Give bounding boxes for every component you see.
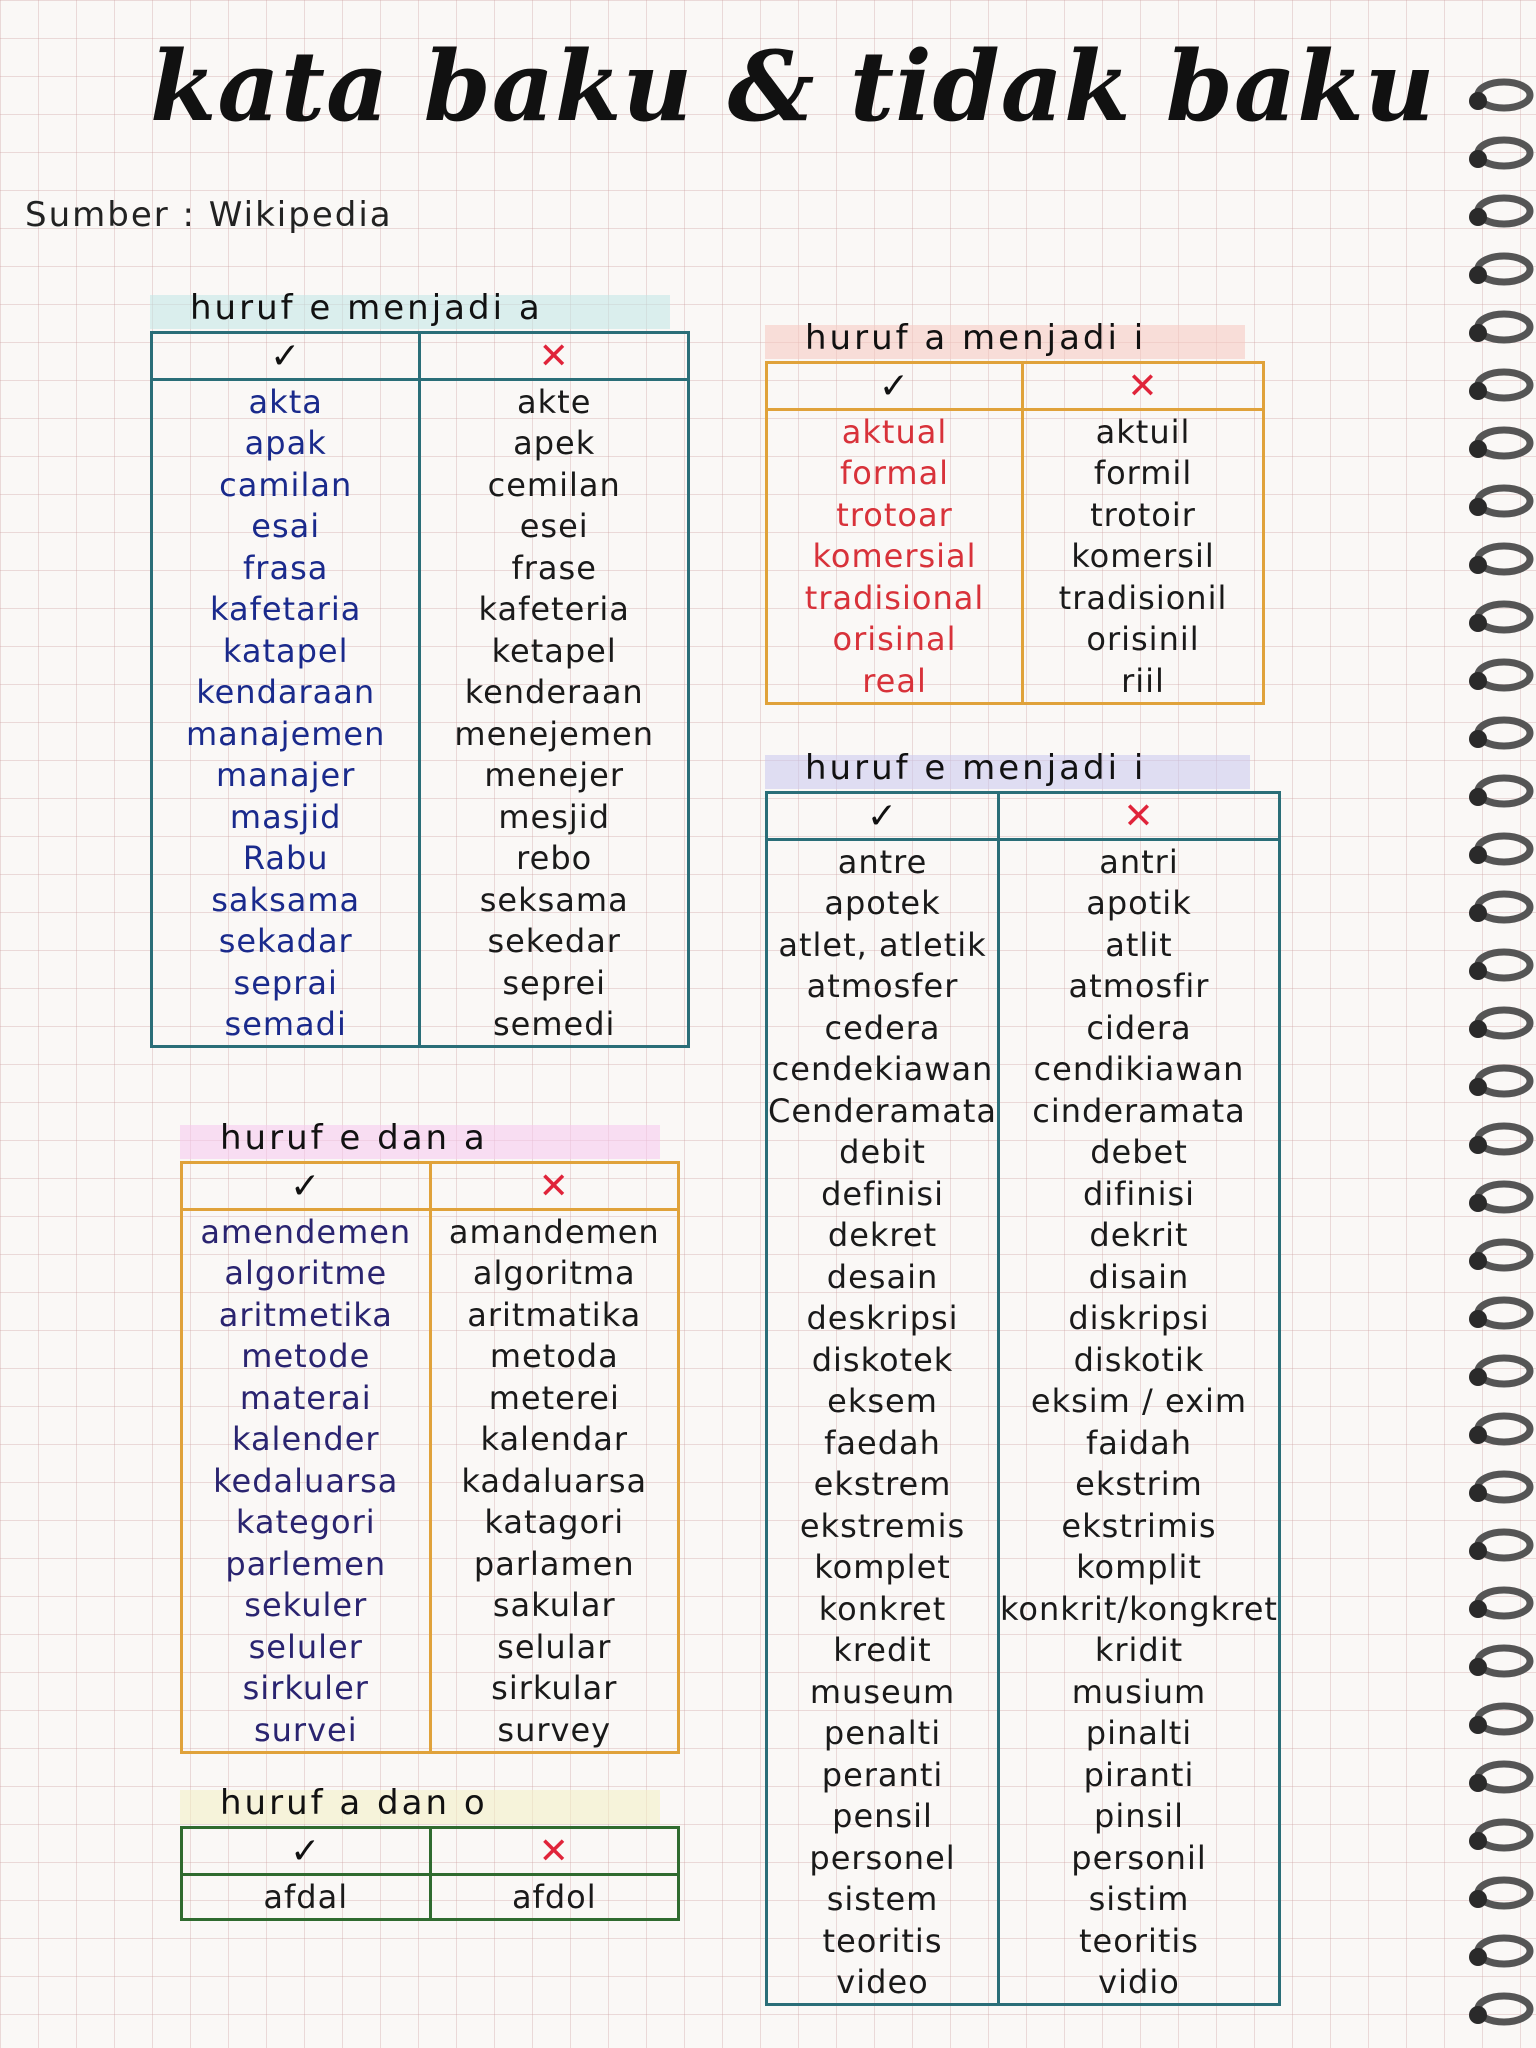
table-row [152, 1004, 689, 1047]
section-heading-text: huruf e menjadi a [190, 288, 543, 328]
binding-hole [1469, 1252, 1487, 1270]
nonstandard-word: esei [519, 507, 589, 546]
binding-hole [1469, 382, 1487, 400]
table-row [152, 547, 689, 589]
nonstandard-word: kadaluarsa [461, 1461, 648, 1500]
binding-hole [1469, 92, 1487, 110]
binding-hole [1469, 614, 1487, 632]
table-row [767, 1630, 1280, 1672]
section-heading [150, 285, 690, 331]
nonstandard-word: formil [1093, 454, 1193, 493]
table-row [152, 380, 689, 423]
standard-word: penalti [767, 1713, 999, 1755]
standard-word: metode [182, 1336, 431, 1378]
standard-word: semadi [152, 1004, 420, 1047]
nonstandard-word: meterei [488, 1378, 620, 1417]
nonstandard-word: difinisi [1082, 1174, 1196, 1213]
nonstandard-word: personil [1071, 1838, 1207, 1877]
nonstandard-word: aritmatika [467, 1295, 642, 1334]
nonstandard-word: dekrit [1089, 1216, 1189, 1255]
nonstandard-word: semedi [492, 1005, 616, 1044]
standard-word: akta [152, 380, 420, 423]
table-row [152, 796, 689, 838]
section-heading [765, 745, 1270, 791]
nonstandard-word: cidera [1086, 1008, 1192, 1047]
nonstandard-word: konkrit/kongkret [1000, 1589, 1278, 1628]
table-row [767, 1256, 1280, 1298]
binding-hole [1469, 1658, 1487, 1676]
standard-word: kedaluarsa [182, 1460, 431, 1502]
standard-word: diskotek [767, 1339, 999, 1381]
nonstandard-word: eksim / exim [1030, 1382, 1248, 1421]
table-row [767, 1837, 1280, 1879]
table-row [182, 1419, 679, 1461]
table-row [152, 838, 689, 880]
table-row [767, 1588, 1280, 1630]
standard-word: pensil [767, 1796, 999, 1838]
table-row [182, 1502, 679, 1544]
table-row [767, 966, 1280, 1008]
table-row [152, 921, 689, 963]
table-row [767, 1879, 1280, 1921]
table-row [182, 1543, 679, 1585]
nonstandard-word: debet [1090, 1133, 1188, 1172]
spiral-binding [1456, 0, 1536, 2048]
standard-word: kafetaria [152, 589, 420, 631]
nonstandard-word: sekedar [487, 922, 621, 961]
table-row [767, 619, 1264, 661]
word-table [180, 1161, 680, 1754]
standard-word: afdal [182, 1875, 431, 1920]
standard-word: personel [767, 1837, 999, 1879]
nonstandard-word: katagori [484, 1503, 625, 1542]
table-row [767, 1173, 1280, 1215]
binding-hole [1469, 2006, 1487, 2024]
table-row [182, 1626, 679, 1668]
table-row [767, 536, 1264, 578]
section-e-menjadi-a [150, 285, 690, 1048]
standard-word: esai [152, 506, 420, 548]
standard-word: debit [767, 1132, 999, 1174]
table-row [182, 1709, 679, 1752]
nonstandard-word: diskripsi [1068, 1299, 1210, 1338]
word-table [765, 361, 1265, 705]
table-row [767, 883, 1280, 925]
nonstandard-word: riil [1121, 661, 1165, 700]
word-table [150, 331, 690, 1048]
standard-word: peranti [767, 1754, 999, 1796]
standard-word: antre [767, 840, 999, 883]
standard-word: sekuler [182, 1585, 431, 1627]
table-row [767, 410, 1264, 453]
nonstandard-word: apek [513, 424, 596, 463]
standard-word: video [767, 1962, 999, 2005]
table-row [767, 1713, 1280, 1755]
nonstandard-word: algoritma [472, 1254, 636, 1293]
nonstandard-word: metoda [489, 1337, 619, 1376]
word-table [765, 791, 1281, 2006]
nonstandard-word: kalendar [480, 1420, 629, 1459]
standard-word: faedah [767, 1422, 999, 1464]
nonstandard-word: kafeteria [478, 590, 630, 629]
standard-word: teoritis [767, 1920, 999, 1962]
table-row [182, 1585, 679, 1627]
standard-word: museum [767, 1671, 999, 1713]
nonstandard-word: survey [497, 1710, 612, 1749]
nonstandard-word: ketapel [491, 631, 617, 670]
nonstandard-word: rebo [516, 839, 593, 878]
table-row [767, 1796, 1280, 1838]
cross-icon: ✕ [430, 1163, 678, 1210]
standard-word: seluler [182, 1626, 431, 1668]
standard-word: frasa [152, 547, 420, 589]
standard-word: ekstremis [767, 1505, 999, 1547]
binding-hole [1469, 1136, 1487, 1154]
binding-hole [1469, 1194, 1487, 1212]
table-row [767, 1090, 1280, 1132]
nonstandard-word: atmosfir [1068, 967, 1210, 1006]
standard-word: trotoar [767, 494, 1023, 536]
nonstandard-word: apotik [1086, 884, 1192, 923]
nonstandard-word: afdol [511, 1877, 597, 1916]
binding-hole [1469, 1542, 1487, 1560]
binding-hole [1469, 498, 1487, 516]
nonstandard-word: vidio [1098, 1963, 1180, 2002]
standard-word: apotek [767, 883, 999, 925]
nonstandard-word: cinderamata [1032, 1091, 1246, 1130]
standard-word: masjid [152, 796, 420, 838]
source-note: Sumber : Wikipedia [25, 195, 393, 235]
nonstandard-word: atlit [1105, 925, 1173, 964]
standard-word: materai [182, 1377, 431, 1419]
cross-icon: ✕ [1023, 363, 1264, 410]
table-row [152, 630, 689, 672]
standard-word: formal [767, 453, 1023, 495]
standard-word: kredit [767, 1630, 999, 1672]
table-row [767, 1920, 1280, 1962]
standard-word: parlemen [182, 1543, 431, 1585]
binding-hole [1469, 150, 1487, 168]
nonstandard-word: diskotik [1073, 1340, 1205, 1379]
table-row [767, 1547, 1280, 1589]
standard-word: cendekiawan [767, 1049, 999, 1091]
binding-hole [1469, 208, 1487, 226]
table-row [767, 1007, 1280, 1049]
table-row [152, 962, 689, 1004]
standard-word: aritmetika [182, 1294, 431, 1336]
table-row [767, 1422, 1280, 1464]
standard-word: saksama [152, 879, 420, 921]
section-heading-text: huruf a menjadi i [805, 318, 1147, 358]
standard-word: dekret [767, 1215, 999, 1257]
check-icon: ✓ [152, 333, 420, 380]
standard-word: kendaraan [152, 672, 420, 714]
nonstandard-word: trotoir [1090, 495, 1196, 534]
table-row [767, 1754, 1280, 1796]
page-title: kata baku & tidak baku [150, 30, 1436, 143]
binding-hole [1469, 846, 1487, 864]
table-row [767, 1298, 1280, 1340]
binding-hole [1469, 324, 1487, 342]
standard-word: definisi [767, 1173, 999, 1215]
cross-icon: ✕ [999, 793, 1280, 840]
standard-word: atmosfer [767, 966, 999, 1008]
table-header-row [767, 793, 1280, 840]
binding-hole [1469, 730, 1487, 748]
table-row [767, 577, 1264, 619]
standard-word: apak [152, 423, 420, 465]
binding-hole [1469, 904, 1487, 922]
standard-word: manajer [152, 755, 420, 797]
nonstandard-word: orisinil [1086, 620, 1200, 659]
standard-word: survei [182, 1709, 431, 1752]
table-row [767, 453, 1264, 495]
nonstandard-word: kenderaan [464, 673, 644, 712]
table-row [152, 589, 689, 631]
standard-word: algoritme [182, 1253, 431, 1295]
nonstandard-word: menejer [484, 756, 624, 795]
table-row [152, 755, 689, 797]
check-icon: ✓ [182, 1163, 431, 1210]
binding-hole [1469, 788, 1487, 806]
binding-hole [1469, 1020, 1487, 1038]
standard-word: orisinal [767, 619, 1023, 661]
nonstandard-word: kridit [1094, 1631, 1184, 1670]
nonstandard-word: pinalti [1085, 1714, 1193, 1753]
standard-word: aktual [767, 410, 1023, 453]
binding-hole [1469, 1774, 1487, 1792]
table-row [152, 713, 689, 755]
nonstandard-word: sakular [492, 1586, 616, 1625]
nonstandard-word: amandemen [448, 1212, 660, 1251]
nonstandard-word: sirkular [491, 1669, 618, 1708]
section-heading [180, 1780, 680, 1826]
nonstandard-word: seksama [479, 880, 629, 919]
table-row [152, 879, 689, 921]
nonstandard-word: teoritis [1079, 1921, 1199, 1960]
standard-word: Cenderamata [768, 1091, 998, 1130]
nonstandard-word: tradisionil [1058, 578, 1228, 617]
standard-word: kalender [182, 1419, 431, 1461]
standard-word: Rabu [152, 838, 420, 880]
standard-word: desain [767, 1256, 999, 1298]
table-row [767, 1505, 1280, 1547]
binding-hole [1469, 1078, 1487, 1096]
standard-word: sirkuler [182, 1668, 431, 1710]
standard-word: katapel [152, 630, 420, 672]
binding-hole [1469, 440, 1487, 458]
nonstandard-word: selular [497, 1627, 612, 1666]
binding-hole [1469, 1600, 1487, 1618]
binding-hole [1469, 556, 1487, 574]
section-heading-text: huruf a dan o [220, 1783, 488, 1823]
table-header-row [152, 333, 689, 380]
table-row [767, 1132, 1280, 1174]
table-row [182, 1294, 679, 1336]
check-icon: ✓ [767, 363, 1023, 410]
cross-icon: ✕ [420, 333, 689, 380]
standard-word: ekstrem [767, 1464, 999, 1506]
binding-hole [1469, 1426, 1487, 1444]
standard-word: atlet, atletik [767, 924, 999, 966]
table-row [152, 672, 689, 714]
nonstandard-word: cendikiawan [1033, 1050, 1245, 1089]
nonstandard-word: sistim [1088, 1880, 1190, 1919]
table-row [182, 1210, 679, 1253]
nonstandard-word: menejemen [454, 714, 654, 753]
table-row [767, 660, 1264, 703]
nonstandard-word: aktuil [1095, 412, 1191, 451]
standard-word: seprai [152, 962, 420, 1004]
nonstandard-word: seprei [502, 963, 607, 1002]
table-row [182, 1875, 679, 1920]
section-heading-text: huruf e dan a [220, 1118, 488, 1158]
table-row [182, 1668, 679, 1710]
table-row [767, 1381, 1280, 1423]
section-heading [765, 315, 1265, 361]
nonstandard-word: pinsil [1094, 1797, 1184, 1836]
table-row [182, 1460, 679, 1502]
binding-hole [1469, 1948, 1487, 1966]
table-row [182, 1377, 679, 1419]
standard-word: eksem [767, 1381, 999, 1423]
binding-hole [1469, 672, 1487, 690]
table-row [767, 924, 1280, 966]
table-header-row [182, 1163, 679, 1210]
section-e-dan-a [180, 1115, 680, 1754]
nonstandard-word: piranti [1083, 1755, 1195, 1794]
standard-word: sistem [767, 1879, 999, 1921]
standard-word: amendemen [182, 1210, 431, 1253]
section-a-menjadi-i [765, 315, 1265, 705]
nonstandard-word: ekstrimis [1061, 1506, 1217, 1545]
table-row [182, 1253, 679, 1295]
binding-hole [1469, 962, 1487, 980]
table-row [152, 423, 689, 465]
binding-hole [1469, 1368, 1487, 1386]
standard-word: real [767, 660, 1023, 703]
nonstandard-word: parlamen [473, 1544, 635, 1583]
table-row [767, 840, 1280, 883]
table-row [767, 1049, 1280, 1091]
standard-word: kategori [182, 1502, 431, 1544]
table-row [152, 506, 689, 548]
check-icon: ✓ [182, 1828, 431, 1875]
standard-word: tradisional [767, 577, 1023, 619]
nonstandard-word: komersil [1071, 537, 1215, 576]
binding-hole [1469, 1890, 1487, 1908]
binding-hole [1469, 266, 1487, 284]
nonstandard-word: mesjid [498, 797, 610, 836]
nonstandard-word: musium [1071, 1672, 1207, 1711]
binding-hole [1469, 1716, 1487, 1734]
table-row [767, 494, 1264, 536]
table-header-row [182, 1828, 679, 1875]
standard-word: konkret [767, 1588, 999, 1630]
section-heading-text: huruf e menjadi i [805, 748, 1147, 788]
standard-word: komersial [767, 536, 1023, 578]
table-row [767, 1962, 1280, 2005]
standard-word: komplet [767, 1547, 999, 1589]
nonstandard-word: akte [517, 382, 592, 421]
nonstandard-word: disain [1088, 1257, 1190, 1296]
check-icon: ✓ [767, 793, 999, 840]
nonstandard-word: ekstrim [1075, 1465, 1203, 1504]
binding-hole [1469, 1484, 1487, 1502]
cross-icon: ✕ [430, 1828, 678, 1875]
word-table [180, 1826, 680, 1921]
nonstandard-word: frase [511, 548, 597, 587]
section-heading [180, 1115, 680, 1161]
standard-word: cedera [767, 1007, 999, 1049]
standard-word: manajemen [152, 713, 420, 755]
section-a-dan-o [180, 1780, 680, 1921]
standard-word: camilan [152, 464, 420, 506]
table-row [152, 464, 689, 506]
nonstandard-word: antri [1099, 842, 1179, 881]
table-row [767, 1339, 1280, 1381]
standard-word: sekadar [152, 921, 420, 963]
nonstandard-word: faidah [1086, 1423, 1192, 1462]
table-row [767, 1215, 1280, 1257]
binding-hole [1469, 1832, 1487, 1850]
table-header-row [767, 363, 1264, 410]
nonstandard-word: komplit [1076, 1548, 1202, 1587]
nonstandard-word: cemilan [487, 465, 621, 504]
table-row [767, 1671, 1280, 1713]
table-row [767, 1464, 1280, 1506]
section-e-menjadi-i [765, 745, 1278, 2006]
table-row [182, 1336, 679, 1378]
binding-hole [1469, 1310, 1487, 1328]
standard-word: deskripsi [767, 1298, 999, 1340]
